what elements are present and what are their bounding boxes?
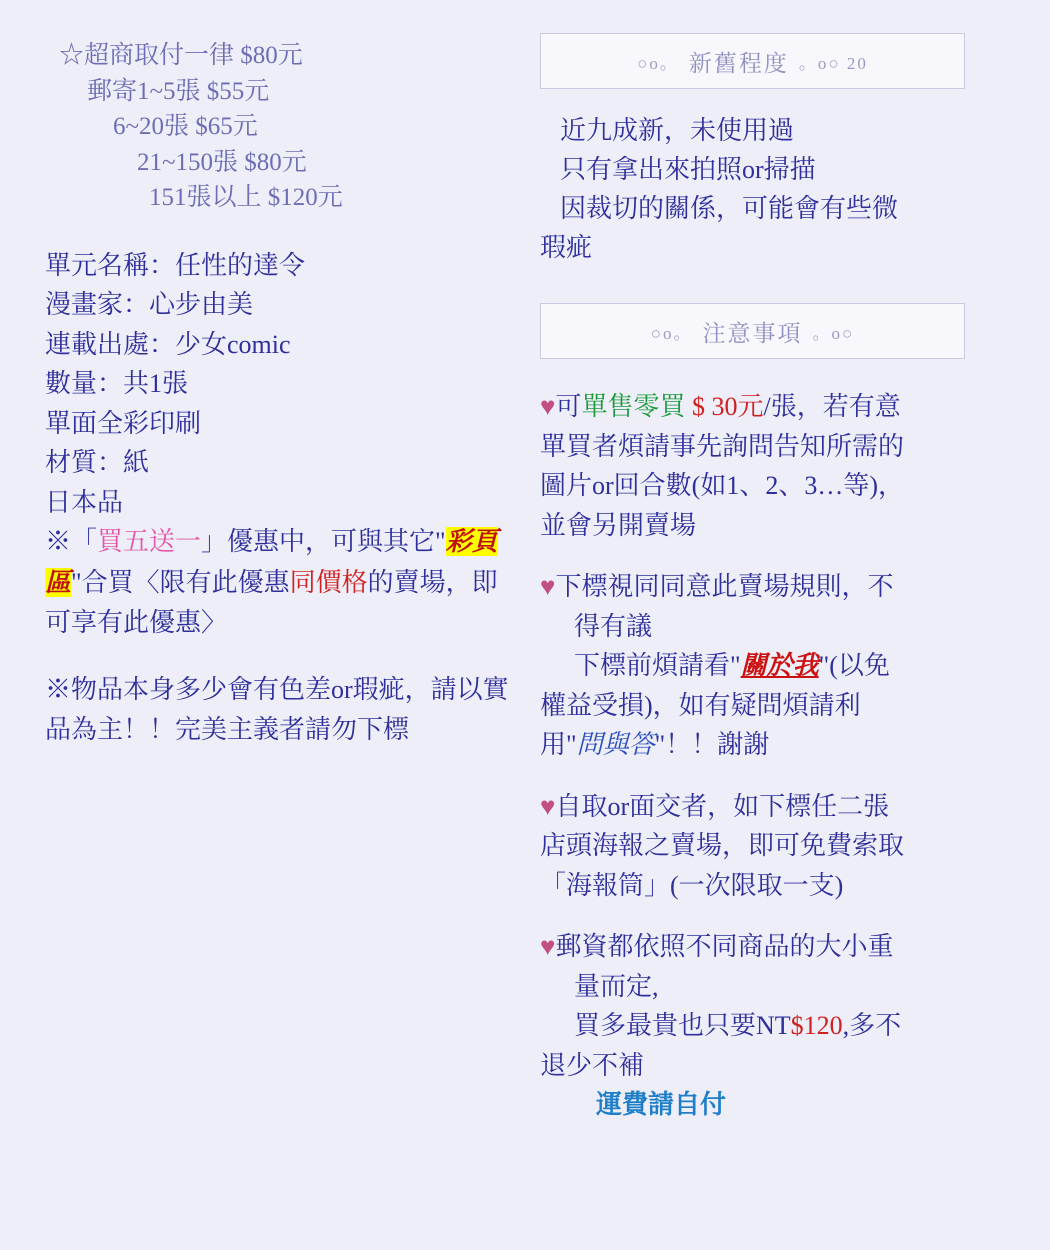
heart-icon: ♥: [540, 392, 556, 421]
terms-part: 用": [540, 730, 577, 760]
deco-left: ○o。: [650, 323, 693, 343]
terms-price: $ 30元: [685, 392, 764, 421]
terms-max-postage: $120: [790, 1011, 843, 1041]
promo-part: "合買〈限有此優: [71, 567, 264, 597]
terms-highlight-green: 單售零買: [581, 392, 686, 421]
promo-part: 」優惠中，可與: [201, 527, 384, 557]
terms-part: 自取or面交者，如下標任二張: [555, 791, 890, 821]
promo-part: 惠〉: [175, 608, 228, 638]
terms-block-pickup: [540, 787, 1010, 906]
promotion-text: [45, 522, 515, 644]
product-info-row: 日本品: [45, 487, 124, 517]
disclaimer-note: ※物品本身多少會有色差or瑕疵，請以實品為主！！完美主義者請勿下標: [45, 674, 509, 745]
promo-part: 的賣場，即可享有此優: [45, 567, 498, 638]
terms-part: 得有議: [574, 611, 653, 641]
terms-part: "！！謝謝: [654, 730, 770, 760]
condition-line: 近九成新，未使用過: [560, 116, 795, 145]
terms-part: "(以免: [818, 651, 890, 681]
terms-part: ,多不: [842, 1011, 902, 1041]
terms-part: 下標視同同意此賣場規則，不: [555, 572, 894, 602]
promo-highlight-red: 同價格: [289, 567, 368, 597]
deco-left: ○o。: [637, 53, 679, 73]
product-info-row: 材質：紙: [45, 448, 150, 478]
heart-icon: ♥: [540, 572, 556, 602]
link-qa[interactable]: 問與答: [576, 730, 655, 760]
terms-block-rules: [540, 567, 1010, 765]
terms-block-retail: [540, 387, 1010, 545]
deco-right: 。o○: [812, 323, 855, 343]
heart-icon: ♥: [540, 791, 556, 821]
section-header-terms-wrap: [540, 303, 1010, 359]
terms-block-postage: [540, 927, 1010, 1125]
shipping-rates: [45, 38, 515, 216]
product-info-row: 數量：共1張: [45, 369, 189, 399]
shipping-rate-line: 6~20張 $65元: [113, 113, 258, 140]
product-info-row: 連載出處：少女comic: [45, 329, 291, 359]
product-info-row: 單元名稱：任性的達令: [45, 250, 306, 280]
promo-part: 惠: [263, 567, 290, 597]
product-info-row: 單面全彩印刷: [45, 408, 202, 438]
terms-part: 量而定,: [574, 971, 659, 1001]
terms-body: [540, 387, 1010, 1125]
terms-part: /張，若有意: [763, 392, 901, 421]
section-header-terms: [540, 303, 965, 359]
terms-part: 單買者煩請事先詢問告知所需的: [540, 431, 905, 461]
condition-line: 瑕疵: [540, 233, 593, 262]
terms-part: 店頭海報之賣場，即可免費索取: [540, 831, 905, 861]
condition-line: 因裁切的關係，可能會有些微: [560, 194, 899, 223]
terms-part: 買多最貴也只要NT: [574, 1011, 791, 1041]
section-header-terms-label: 注意事項: [702, 320, 803, 346]
terms-part: 下標前煩請看": [574, 651, 741, 681]
shipping-rate-line: 21~150張 $80元: [137, 148, 307, 176]
left-column: [45, 38, 515, 751]
promo-part: 其它": [383, 527, 446, 557]
product-info-row: 漫畫家：心步由美: [45, 290, 254, 320]
condition-body: [540, 111, 1010, 267]
terms-part: 並會另開賣場: [540, 510, 697, 540]
terms-part: 「海報筒」(一次限取一支): [540, 870, 844, 900]
heart-icon: ♥: [540, 932, 556, 962]
shipping-rate-line: ☆超商取付一律 $80元: [59, 42, 303, 69]
section-header-condition-label: 新舊程度: [688, 50, 789, 76]
shipping-rate-line: 151張以上 $120元: [149, 184, 343, 211]
promo-highlight-yellow: 彩頁區: [45, 527, 498, 597]
condition-line: 只有拿出來拍照or掃描: [560, 155, 816, 184]
terms-pay-shipping: 運費請自付: [596, 1090, 727, 1120]
terms-part: 可: [555, 392, 582, 421]
link-about-me[interactable]: 關於我: [740, 651, 819, 681]
deco-right: 。o○ 20: [798, 53, 868, 73]
terms-part: 郵資都依照不同商品的大小重: [555, 932, 894, 962]
terms-part: 權益受損)，如有疑問煩請利: [540, 690, 861, 720]
promo-highlight-pink: 買五送一: [97, 527, 202, 557]
right-column: [540, 33, 1010, 1147]
product-info: [45, 246, 515, 523]
promo-part: ※「: [45, 527, 98, 557]
section-header-condition: [540, 33, 965, 89]
terms-part: 圖片or回合數(如1、2、3…等)，: [540, 471, 904, 501]
terms-part: 退少不補: [540, 1050, 645, 1080]
shipping-rate-line: 郵寄1~5張 $55元: [87, 77, 270, 105]
